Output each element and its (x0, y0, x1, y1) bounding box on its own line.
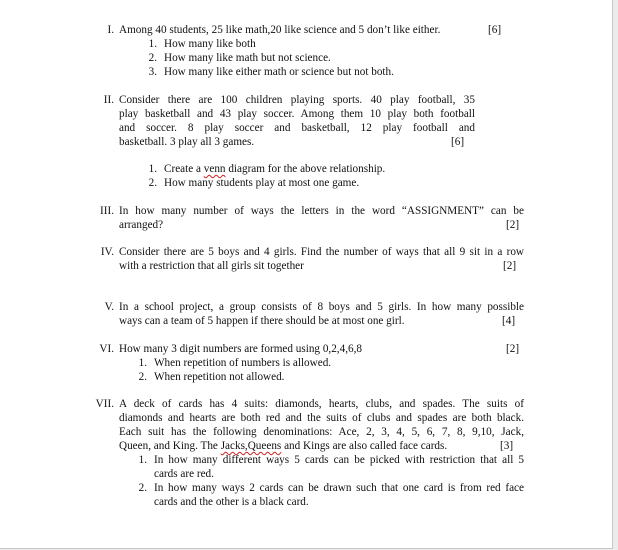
question-text (119, 204, 524, 232)
sub-question-line: In how many different ways 5 cards can be picked with restriction that all 5 (154, 454, 524, 466)
question-marks: [6] (488, 24, 502, 36)
question-line: basketball. 3 play all 3 games. (119, 136, 255, 148)
question-marks: [6] (451, 136, 465, 148)
sub-question-text (154, 453, 524, 481)
question-marks: [4] (502, 315, 516, 327)
question-number: IV. (100, 246, 114, 258)
sub-question-line: cards are red. (154, 468, 214, 480)
question-number: VI. (99, 343, 114, 355)
question-line: A deck of cards has 4 suits: diamonds, hearts, clubs, and spades. The suits of (119, 398, 524, 410)
question-line: Consider there are 5 boys and 4 girls. Find the number of ways that all 9 sit in a row (119, 246, 524, 258)
sub-question-number: 1. (138, 357, 147, 369)
question-text (119, 300, 524, 328)
question-line: arranged? (119, 219, 164, 231)
spellcheck-word: venn (203, 163, 226, 175)
sub-question-text: Create a venn diagram for the above relationship. (164, 163, 386, 175)
question-text: Among 40 students, 25 like math,20 like science and 5 don’t like either. (119, 24, 441, 36)
question-line: In how many number of ways the letters in the word “ASSIGNMENT” can be (119, 205, 524, 217)
question-number: III. (100, 205, 114, 217)
sub-question-text (154, 481, 524, 509)
sub-question-number: 1. (138, 454, 147, 466)
question-line: with a restriction that all girls sit together (119, 260, 304, 272)
sub-question-number: 3. (148, 66, 157, 78)
question-line: play basketball and 43 play soccer. Among them 10 play both football (119, 108, 475, 120)
question-line: In a school project, a group consists of 8 boys and 5 girls. In how many possible (119, 301, 524, 313)
question-line: Queen, and King. The Jacks,Queens and Kings are also called face cards. (119, 440, 448, 452)
sub-question-text: How many like math but not science. (164, 52, 331, 64)
question-line: diamonds and hearts are both red and the suits of clubs and spades are both black. (119, 412, 524, 424)
sub-question-number: 2. (138, 482, 147, 494)
question-marks: [2] (503, 260, 517, 272)
question-line: Consider there are 100 children playing sports. 40 play football, 35 (119, 94, 475, 106)
question-line: ways can a team of 5 happen if there should be at most one girl. (119, 315, 405, 327)
question-text: How many 3 digit numbers are formed using 0,2,4,6,8 (119, 343, 362, 355)
sub-question-number: 2. (148, 177, 157, 189)
sub-question-number: 1. (148, 163, 157, 175)
question-text (119, 93, 475, 149)
spellcheck-word: Jacks,Queens (220, 440, 282, 452)
question-number: I. (107, 24, 114, 36)
question-marks: [2] (506, 343, 520, 355)
question-marks: [2] (506, 219, 520, 231)
question-marks: [3] (500, 440, 514, 452)
question-line: Each suit has the following denominations: Ace, 2, 3, 4, 5, 6, 7, 8, 9,10, Jack, (119, 426, 524, 438)
sub-question-number: 2. (138, 371, 147, 383)
sub-question-line: In how many ways 2 cards can be drawn such that one card is from red face (154, 482, 524, 494)
question-number: VII. (95, 398, 114, 410)
sub-question-text: When repetition of numbers is allowed. (154, 357, 332, 369)
question-number: II. (103, 94, 114, 106)
sub-question-text: How many like both (164, 38, 256, 50)
sub-question-text: When repetition not allowed. (154, 371, 285, 383)
question-text (119, 397, 524, 453)
question-line: and soccer. 8 play soccer and basketball, 12 play football and (119, 122, 475, 134)
sub-question-text: How many students play at most one game. (164, 177, 360, 189)
sub-question-number: 1. (148, 38, 157, 50)
sub-question-line: cards and the other is a black card. (154, 496, 309, 508)
sub-question-number: 2. (148, 52, 157, 64)
question-text (119, 245, 524, 273)
question-number: V. (104, 301, 114, 313)
sub-question-text: How many like either math or science but not both. (164, 66, 394, 78)
